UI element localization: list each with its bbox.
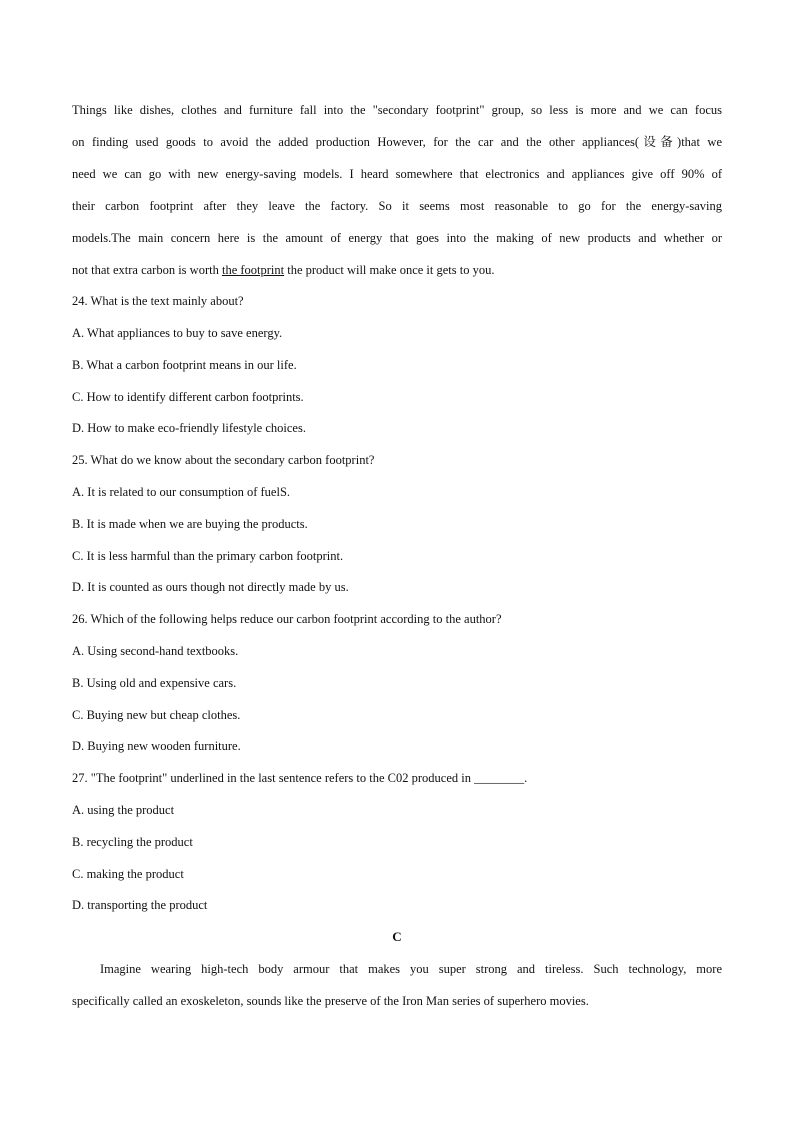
answer-option: C. Buying new but cheap clothes. xyxy=(72,708,241,722)
question-stem: 24. What is the text mainly about? xyxy=(72,294,244,308)
answer-option: D. transporting the product xyxy=(72,898,208,912)
passage-line: their carbon footprint after they leave the factory. So it seems most reasonable to go for the energy-saving xyxy=(72,199,722,213)
answer-option: D. It is counted as ours though not directly made by us. xyxy=(72,580,349,594)
answer-option: D. Buying new wooden furniture. xyxy=(72,739,241,753)
answer-option: A. using the product xyxy=(72,803,175,817)
answer-option: A. Using second-hand textbooks. xyxy=(72,644,239,658)
answer-option: A. What appliances to buy to save energy. xyxy=(72,326,283,340)
passage-line: Imagine wearing high-tech body armour that makes you super strong and tireless. Such technology, more xyxy=(100,962,722,976)
question-stem: 25. What do we know about the secondary carbon footprint? xyxy=(72,453,375,467)
answer-option: B. recycling the product xyxy=(72,835,193,849)
passage-line: specifically called an exoskeleton, sounds like the preserve of the Iron Man series of superhero movies. xyxy=(72,994,589,1008)
answer-option: C. It is less harmful than the primary carbon footprint. xyxy=(72,549,344,563)
answer-option: A. It is related to our consumption of fuelS. xyxy=(72,485,291,499)
answer-option: B. It is made when we are buying the products. xyxy=(72,517,308,531)
question-stem: 26. Which of the following helps reduce our carbon footprint according to the author? xyxy=(72,612,502,626)
passage-line: models.The main concern here is the amount of energy that goes into the making of new products and whether or xyxy=(72,231,722,245)
underlined-phrase: the footprint xyxy=(221,263,285,277)
answer-option: B. Using old and expensive cars. xyxy=(72,676,237,690)
passage-line-last: not that extra carbon is worth the footprint the product will make once it gets to you. xyxy=(72,263,495,277)
section-heading: C xyxy=(392,929,402,944)
question-stem: 27. "The footprint" underlined in the last sentence refers to the C02 produced in ________. xyxy=(72,771,528,785)
answer-option: D. How to make eco-friendly lifestyle choices. xyxy=(72,421,306,435)
answer-option: C. making the product xyxy=(72,867,184,881)
passage-line: need we can go with new energy-saving models. I heard somewhere that electronics and appliances give off 90% of xyxy=(72,167,722,181)
answer-option: C. How to identify different carbon footprints. xyxy=(72,390,304,404)
passage-line: Things like dishes, clothes and furniture fall into the "secondary footprint" group, so less is more and we can focus xyxy=(72,103,722,117)
answer-option: B. What a carbon footprint means in our life. xyxy=(72,358,297,372)
passage-line: on finding used goods to avoid the added production However, for the car and the other appliances(设备)that we xyxy=(72,135,722,149)
